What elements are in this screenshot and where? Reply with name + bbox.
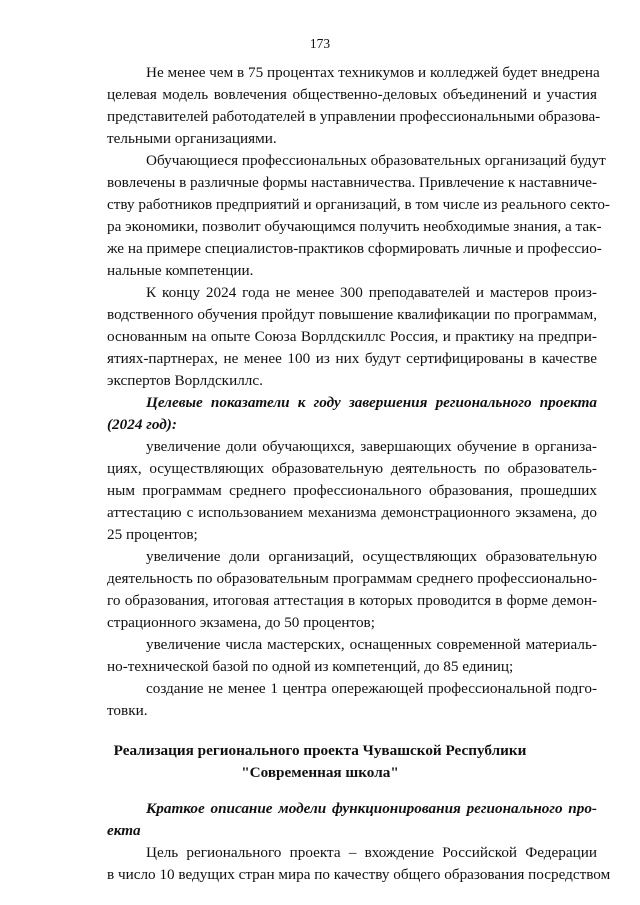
paragraph-line: нальные компетенции. <box>107 262 254 279</box>
section-subheading: Краткое описание модели функционирования регионального про- <box>146 800 597 817</box>
list-item-line: страционного экзамена, до 50 процентов; <box>107 614 375 631</box>
paragraph-line: Не менее чем в 75 процентах техникумов и колледжей будет внедрена <box>146 64 600 81</box>
list-item-line: увеличение доли организаций, осуществляющих образовательную <box>146 548 597 565</box>
list-item-line: ным программам среднего профессионального образования, прошедших <box>107 482 597 499</box>
paragraph-line: целевая модель вовлечения общественно-деловых объединений и участия <box>107 86 597 103</box>
section-heading: Реализация регионального проекта Чувашской Республики <box>113 742 527 759</box>
paragraph-line: ра экономики, позволит обучающимся получить необходимые знания, а так- <box>107 218 602 235</box>
list-item-line: деятельность по образовательным программам среднего профессионально- <box>107 570 597 587</box>
paragraph-line: ству работников предприятий и организаций, в том числе из реального секто- <box>107 196 610 213</box>
list-item-line: увеличение числа мастерских, оснащенных современной материаль- <box>146 636 597 653</box>
section-subheading: (2024 год): <box>107 416 177 433</box>
list-item-line: товки. <box>107 702 148 719</box>
list-item-line: но-технической базой по одной из компетенций, до 85 единиц; <box>107 658 514 675</box>
paragraph-line: вовлечены в различные формы наставничества. Привлечение к наставниче- <box>107 174 598 191</box>
section-subheading: Целевые показатели к году завершения регионального проекта <box>146 394 597 411</box>
list-item-line: 25 процентов; <box>107 526 198 543</box>
paragraph-line: тельными организациями. <box>107 130 277 147</box>
paragraph-line: водственного обучения пройдут повышение квалификации по программам, <box>107 306 597 323</box>
section-heading: "Современная школа" <box>241 764 399 781</box>
paragraph-line: представителей работодателей в управлении профессиональными образова- <box>107 108 601 125</box>
paragraph-line: экспертов Ворлдскиллс. <box>107 372 263 389</box>
list-item-line: увеличение доли обучающихся, завершающих обучение в организа- <box>146 438 597 455</box>
list-item-line: го образования, итоговая аттестация в которых проводится в форме демон- <box>107 592 597 609</box>
paragraph-line: Цель регионального проекта – вхождение Российской Федерации <box>146 844 597 861</box>
section-subheading: екта <box>107 822 141 839</box>
paragraph-line: в число 10 ведущих стран мира по качеству общего образования посредством <box>107 866 611 883</box>
list-item-line: создание не менее 1 центра опережающей профессиональной подго- <box>146 680 597 697</box>
list-item-line: циях, осуществляющих образовательную деятельность по образователь- <box>107 460 597 477</box>
paragraph-line: Обучающиеся профессиональных образовательных организаций будут <box>146 152 606 169</box>
paragraph-line: же на примере специалистов-практиков сформировать личные и профессио- <box>107 240 602 257</box>
paragraph-line: К концу 2024 года не менее 300 преподавателей и мастеров произ- <box>146 284 597 301</box>
list-item-line: аттестацию с использованием механизма демонстрационного экзамена, до <box>107 504 597 521</box>
page-number: 173 <box>309 36 331 51</box>
paragraph-line: ятиях-партнерах, не менее 100 из них будут сертифицированы в качестве <box>107 350 597 367</box>
paragraph-line: основанным на опыте Союза Ворлдскиллс Россия, и практику на предпри- <box>107 328 597 345</box>
